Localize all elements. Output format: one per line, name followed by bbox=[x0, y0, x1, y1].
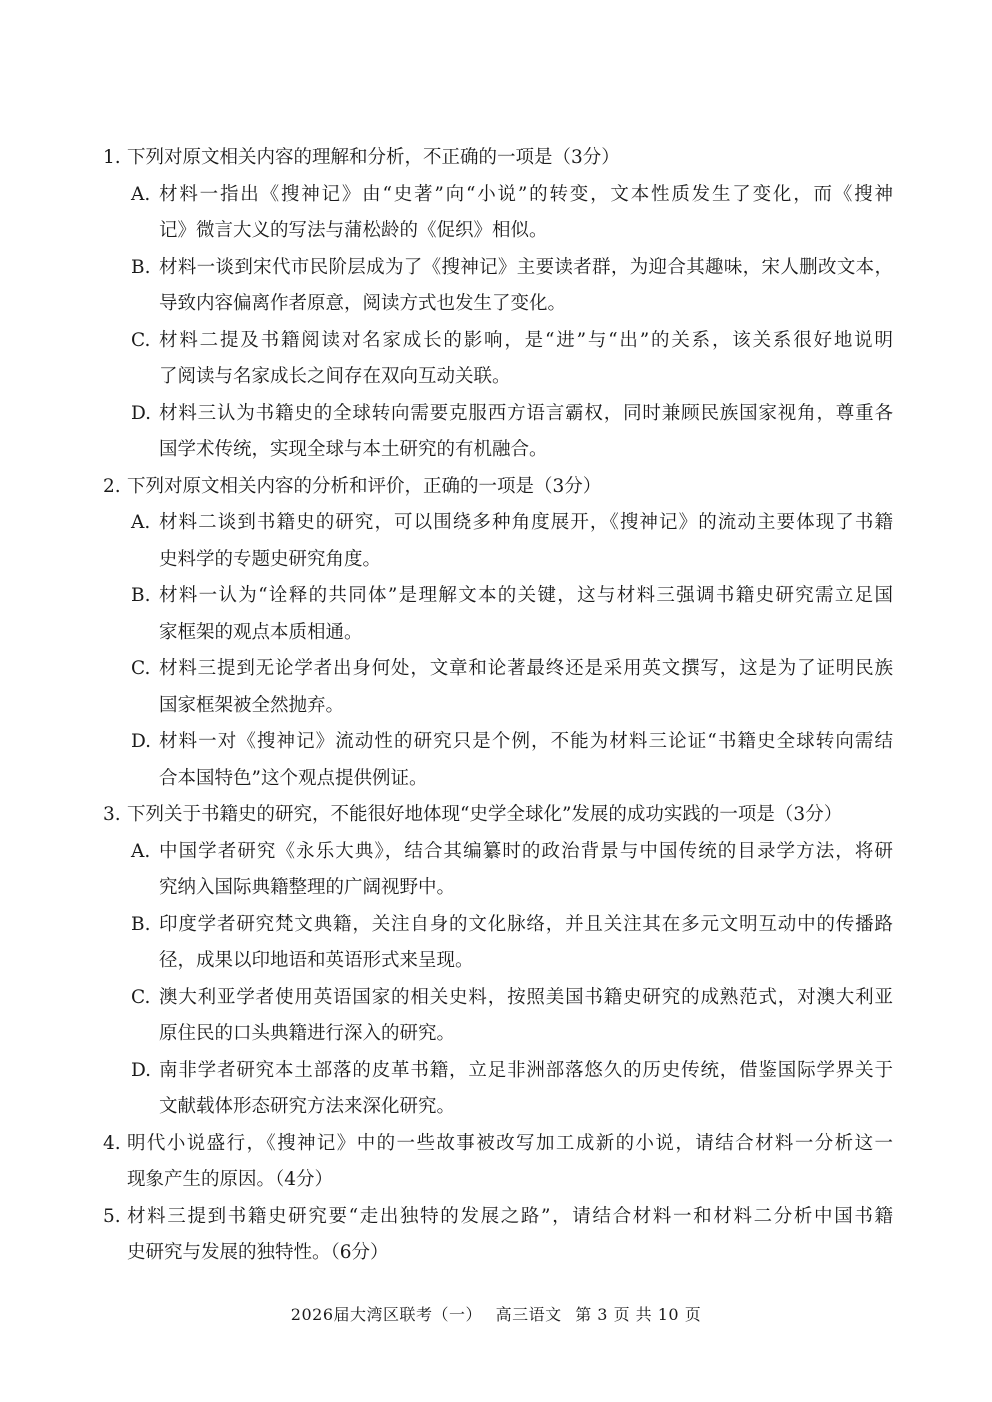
question-stem-text: 下列对原文相关内容的理解和分析，不正确的一项是（3分） bbox=[127, 147, 620, 168]
option-text: 合本国特色”这个观点提供例证。 bbox=[159, 767, 428, 789]
question-2 bbox=[0, 469, 992, 798]
option-line bbox=[0, 213, 992, 250]
question-1 bbox=[0, 140, 992, 469]
option-line bbox=[0, 286, 992, 323]
option-text: 印度学者研究梵文典籍，关注自身的文化脉络，并且关注其在多元文明互动中的传播路 bbox=[159, 913, 893, 935]
option-line bbox=[0, 396, 992, 433]
option-b bbox=[0, 578, 992, 651]
question-stem-text: 下列关于书籍史的研究，不能很好地体现“史学全球化”发展的成功实践的一项是（3分） bbox=[127, 804, 843, 825]
option-text: 了阅读与名家成长之间存在双向互动关联。 bbox=[159, 366, 511, 387]
option-text: 国家框架被全然抛弃。 bbox=[159, 694, 345, 716]
option-line bbox=[0, 578, 992, 615]
option-line bbox=[0, 870, 992, 907]
option-text: 家框架的观点本质相通。 bbox=[159, 621, 363, 643]
option-line bbox=[0, 943, 992, 980]
question-stem-line bbox=[0, 140, 992, 177]
option-d bbox=[0, 396, 992, 469]
option-text: 材料一对《搜神记》流动性的研究只是个例，不能为材料三论证“书籍史全球转向需结 bbox=[159, 731, 893, 752]
question-stem-text: 现象产生的原因。（4分） bbox=[127, 1169, 334, 1190]
option-text: 南非学者研究本土部落的皮革书籍，立足非洲部落悠久的历史传统，借鉴国际学界关于 bbox=[159, 1059, 893, 1081]
option-line bbox=[0, 834, 992, 871]
option-line bbox=[0, 1053, 992, 1090]
page-number: 第 3 页 共 10 页 bbox=[575, 1305, 702, 1324]
option-letter: B. bbox=[131, 585, 151, 606]
option-text: 径，成果以印地语和英语形式来呈现。 bbox=[159, 950, 474, 971]
option-letter: D. bbox=[131, 402, 152, 424]
option-letter: A. bbox=[131, 183, 151, 205]
option-c bbox=[0, 980, 992, 1053]
option-line bbox=[0, 1089, 992, 1126]
option-letter: C. bbox=[131, 986, 151, 1008]
option-d bbox=[0, 1053, 992, 1126]
option-line bbox=[0, 505, 992, 542]
question-number: 3. bbox=[103, 804, 121, 825]
option-text: 材料一指出《搜神记》由“史著”向“小说”的转变，文本性质发生了变化，而《搜神 bbox=[159, 183, 893, 205]
option-text: 材料二谈到书籍史的研究，可以围绕多种角度展开，《搜神记》的流动主要体现了书籍 bbox=[159, 512, 893, 533]
option-text: 记》微言大义的写法与蒲松龄的《促织》相似。 bbox=[159, 220, 548, 241]
page-footer bbox=[0, 1302, 992, 1325]
option-text: 材料二提及书籍阅读对名家成长的影响，是“进”与“出”的关系，该关系很好地说明 bbox=[159, 329, 893, 351]
option-line bbox=[0, 761, 992, 798]
option-letter: B. bbox=[131, 256, 151, 278]
option-letter: A. bbox=[131, 512, 151, 533]
option-line bbox=[0, 615, 992, 652]
option-text: 导致内容偏离作者原意，阅读方式也发生了变化。 bbox=[159, 293, 567, 314]
option-line bbox=[0, 177, 992, 214]
option-line bbox=[0, 907, 992, 944]
subject-name: 高三语文 bbox=[495, 1305, 562, 1324]
option-line bbox=[0, 651, 992, 688]
option-letter: A. bbox=[131, 840, 151, 862]
option-line bbox=[0, 432, 992, 469]
question-5 bbox=[0, 1199, 992, 1272]
question-stem-text: 下列对原文相关内容的分析和评价，正确的一项是（3分） bbox=[127, 475, 602, 497]
question-stem-line bbox=[0, 1126, 992, 1163]
option-line bbox=[0, 688, 992, 725]
option-text: 材料三提到无论学者出身何处，文章和论著最终还是采用英文撰写，这是为了证明民族 bbox=[159, 658, 893, 679]
question-number: 5. bbox=[103, 1205, 121, 1227]
option-b bbox=[0, 907, 992, 980]
question-number: 2. bbox=[103, 475, 121, 497]
question-stem-line bbox=[0, 797, 992, 834]
question-stem-line bbox=[0, 1199, 992, 1236]
option-text: 文献载体形态研究方法来深化研究。 bbox=[159, 1096, 456, 1117]
option-letter: D. bbox=[131, 1059, 152, 1081]
option-a bbox=[0, 505, 992, 578]
option-text: 澳大利亚学者使用英语国家的相关史料，按照美国书籍史研究的成熟范式，对澳大利亚 bbox=[159, 986, 893, 1008]
question-stem-text: 史研究与发展的独特性。（6分） bbox=[127, 1242, 389, 1263]
option-letter: C. bbox=[131, 329, 151, 351]
option-d bbox=[0, 724, 992, 797]
option-line bbox=[0, 323, 992, 360]
option-line bbox=[0, 542, 992, 579]
question-3 bbox=[0, 797, 992, 1126]
option-line bbox=[0, 980, 992, 1017]
option-text: 国学术传统，实现全球与本土研究的有机融合。 bbox=[159, 439, 548, 460]
exam-name: 2026届大湾区联考（一） bbox=[290, 1305, 483, 1324]
question-stem-text: 明代小说盛行，《搜神记》中的一些故事被改写加工成新的小说，请结合材料一分析这一 bbox=[127, 1132, 893, 1154]
option-letter: B. bbox=[131, 913, 151, 935]
question-stem-text: 材料三提到书籍史研究要“走出独特的发展之路”，请结合材料一和材料二分析中国书籍 bbox=[127, 1205, 893, 1227]
option-c bbox=[0, 651, 992, 724]
option-letter: C. bbox=[131, 658, 151, 679]
option-text: 中国学者研究《永乐大典》，结合其编纂时的政治背景与中国传统的目录学方法，将研 bbox=[159, 840, 893, 862]
option-text: 史料学的专题史研究角度。 bbox=[159, 548, 382, 570]
option-text: 原住民的口头典籍进行深入的研究。 bbox=[159, 1023, 456, 1044]
option-letter: D. bbox=[131, 731, 152, 752]
question-stem-line bbox=[0, 1235, 992, 1272]
option-line bbox=[0, 250, 992, 287]
option-b bbox=[0, 250, 992, 323]
question-number: 4. bbox=[103, 1132, 121, 1154]
option-a bbox=[0, 177, 992, 250]
question-stem-line bbox=[0, 1162, 992, 1199]
option-c bbox=[0, 323, 992, 396]
option-text: 材料一谈到宋代市民阶层成为了《搜神记》主要读者群，为迎合其趣味，宋人删改文本， bbox=[159, 256, 893, 278]
option-line bbox=[0, 724, 992, 761]
option-text: 材料一认为“诠释的共同体”是理解文本的关键，这与材料三强调书籍史研究需立足国 bbox=[159, 585, 893, 606]
option-a bbox=[0, 834, 992, 907]
question-stem-line bbox=[0, 469, 992, 506]
option-line bbox=[0, 359, 992, 396]
question-number: 1. bbox=[103, 147, 121, 168]
question-list bbox=[0, 140, 992, 1272]
question-4 bbox=[0, 1126, 992, 1199]
option-line bbox=[0, 1016, 992, 1053]
option-text: 究纳入国际典籍整理的广阔视野中。 bbox=[159, 877, 456, 898]
option-text: 材料三认为书籍史的全球转向需要克服西方语言霸权，同时兼顾民族国家视角，尊重各 bbox=[159, 402, 893, 424]
